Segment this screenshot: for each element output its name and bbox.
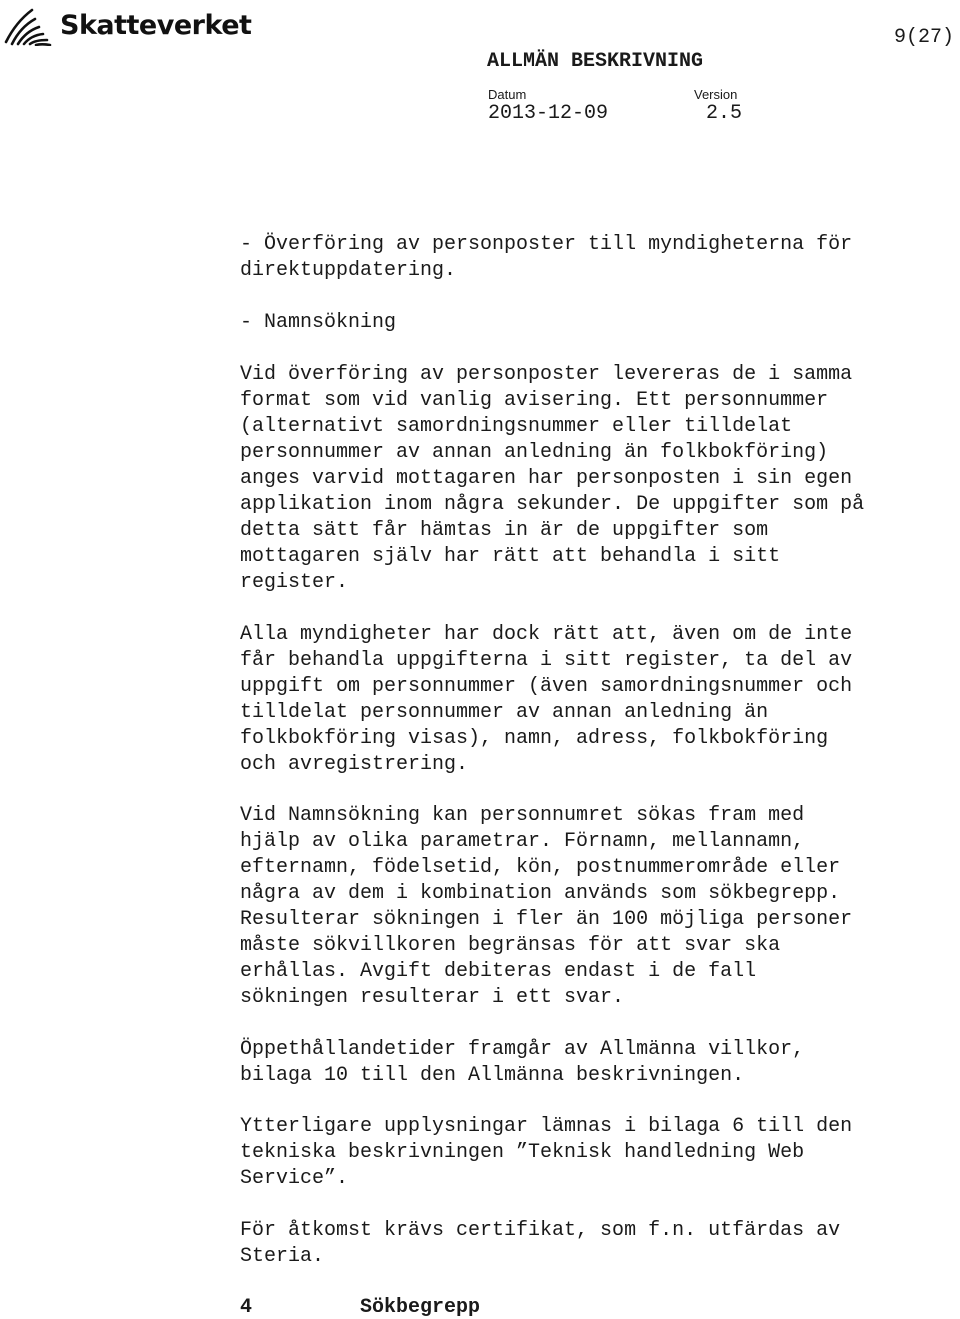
date-label: Datum xyxy=(488,87,527,102)
section-heading xyxy=(240,1296,480,1319)
section-number: 4 xyxy=(240,1296,253,1319)
version-label: Version xyxy=(694,87,738,102)
document-title: ALLMÄN BESKRIVNING xyxy=(487,50,704,73)
skatteverket-logo xyxy=(2,6,251,46)
skatteverket-swirl-icon xyxy=(2,6,58,46)
paragraph-transfer-bullet: - Överföring av personposter till myndigheterna för direktuppdatering. xyxy=(240,233,853,282)
paragraph-authority-rights: Alla myndigheter har dock rätt att, även om de inte får behandla uppgifterna i sitt register, ta del av uppgift om personnummer (även samordningsnummer och tilldelat personnummer av annan anledning än folkbokföring visas), namn, adress, folkbokföring och avregistrering. xyxy=(240,623,853,776)
paragraph-further-information: Ytterligare upplysningar lämnas i bilaga 6 till den tekniska beskrivningen ”Teknisk handledning Web Service”. xyxy=(240,1115,853,1190)
paragraph-name-search-description: Vid Namnsökning kan personnumret sökas fram med hjälp av olika parametrar. Förnamn, mellannamn, efternamn, födelsetid, kön, postnummerområde eller några av dem i kombination används som sökbegrepp. Resulterar sökningen i fler än 100 möjliga personer måste sökvillkoren begränsas för att svar ska erhållas. Avgift debiteras endast i de fall sökningen resulterar i ett svar. xyxy=(240,804,853,1009)
paragraph-transfer-description: Vid överföring av personposter levereras de i samma format som vid vanlig avisering. Ett personnummer (alternativt samordningsnummer eller tilldelat personnummer av annan anledning än folkbokföring) anges varvid mottagaren har personposten i sin egen applikation inom några sekunder. De uppgifter som på detta sätt får hämtas in är de uppgifter som mottagaren själv har rätt att behandla i sitt register. xyxy=(240,363,865,594)
paragraph-opening-hours: Öppethållandetider framgår av Allmänna villkor, bilaga 10 till den Allmänna beskrivningen. xyxy=(240,1038,805,1087)
section-title: Sökbegrepp xyxy=(360,1296,481,1319)
date-value: 2013-12-09 xyxy=(488,102,609,125)
logo-text: Skatteverket xyxy=(60,10,252,41)
page-number: 9(27) xyxy=(893,26,954,49)
version-value: 2.5 xyxy=(706,102,743,125)
paragraph-name-search-bullet: - Namnsökning xyxy=(240,311,397,334)
paragraph-certificate: För åtkomst krävs certifikat, som f.n. utfärdas av Steria. xyxy=(240,1219,841,1268)
